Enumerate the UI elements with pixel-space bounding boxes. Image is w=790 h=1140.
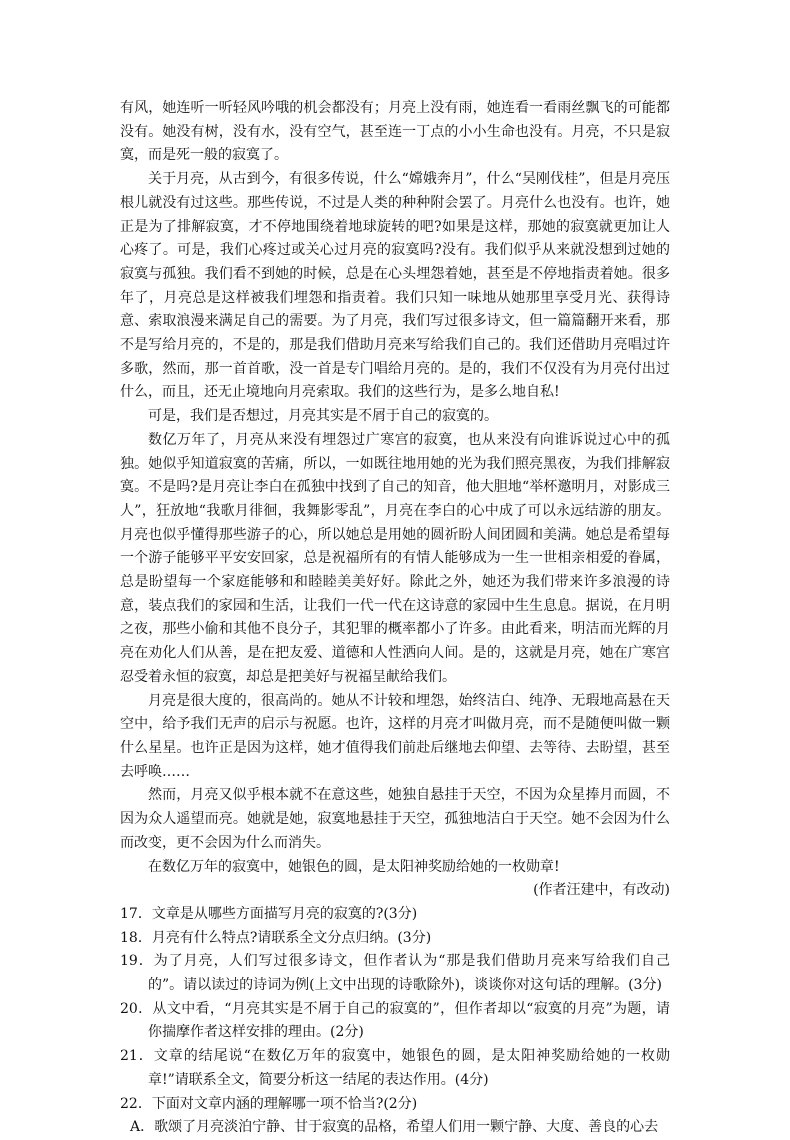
question-20: 20．从文中看，“月亮其实是不屑于自己的寂寞的”，但作者却以“寂寞的月亮”为题，请你揣摩作者这样安排的理由。(2分) — [120, 1000, 670, 1041]
paragraph-5: 月亮是很大度的，很高尚的。她从不计较和埋怨，始终洁白、纯净、无瑕地高悬在天空中，给予我们无声的启示与祝愿。也许，这样的月亮才叫做月亮，而不是随便叫做一颗什么星星。也许正是因为这样，她才值得我们前赴后继地去仰望、去等待、去盼望，甚至去呼唤…… — [120, 692, 670, 780]
paragraph-4: 数亿万年了，月亮从来没有埋怨过广寒宫的寂寞，也从来没有向谁诉说过心中的孤独。她似乎知道寂寞的苦痛，所以，一如既往地用她的光为我们照亮黑夜，为我们排解寂寞。不是吗?是月亮让李白在孤独中找到了自己的知音，他大胆地“举杯邀明月，对影成三人”，狂放地“我歌月徘徊，我舞影零乱”，月亮在李白的心中成了可以永远结游的朋友。月亮也似乎懂得那些游子的心，所以她总是用她的圆祈盼人间团圆和美满。她总是希望每一个游子能够平平安安回家，总是祝福所有的有情人能够成为一生一世相亲相爱的眷属，总是盼望每一个家庭能够和和睦睦美美好好。除此之外，她还为我们带来许多浪漫的诗意，装点我们的家园和生活，让我们一代一代在这诗意的家园中生生息息。据说，在月明之夜，那些小偷和其他不良分子，其犯罪的概率都小了许多。由此看来，明洁而光辉的月亮在劝化人们从善，是在把友爱、道德和人性洒向人间。是的，这就是月亮，她在广寒宫忍受着永恒的寂寞，却总是把美好与祝福呈献给我们。 — [120, 431, 670, 685]
article-body — [120, 97, 670, 903]
paragraph-7: 在数亿万年的寂寞中，她银色的圆，是太阳神奖励给她的一枚勋章! — [148, 858, 560, 875]
question-21: 21．文章的结尾说“在数亿万年的寂寞中，她银色的圆，是太阳神奖励给她的一枚勋章!”请联系全文，简要分析这一结尾的表达作用。(4分) — [120, 1048, 670, 1088]
option-a: A．歌颂了月亮淡泊宁静、甘于寂寞的品格，希望人们用一颗宁静、大度、善良的心去 — [130, 1119, 659, 1136]
paragraph-1: 有风，她连听一听轻风吟哦的机会都没有；月亮上没有雨，她连看一看雨丝飘飞的可能都没有。她没有树，没有水，没有空气，甚至连一丁点的小小生命也没有。月亮，不只是寂寞，而是死一般的寂寞了。 — [120, 100, 670, 164]
paragraph-3: 可是，我们是否想过，月亮其实是不屑于自己的寂寞的。 — [148, 408, 498, 425]
question-19: 19．为了月亮，人们写过很多诗文，但作者认为“那是我们借助月亮来写给我们自己的”。请以读过的诗词为例(上文中出现的诗歌除外)，谈谈你对这句话的理解。(3分) — [120, 953, 670, 994]
question-17: 17．文章是从哪些方面描写月亮的寂寞的?(3分) — [120, 905, 418, 922]
paragraph-6: 然而，月亮又似乎根本就不在意这些，她独自悬挂于天空，不因为众星捧月而圆，不因为众人遥望而亮。她就是她，寂寞地悬挂于天空，孤独地洁白于天空。她不会因为什么而改变，更不会因为什么而消失。 — [120, 787, 670, 851]
question-22: 22．下面对文章内涵的理解哪一项不恰当?(2分) — [120, 1095, 418, 1112]
question-18: 18．月亮有什么特点?请联系全文分点归纳。(3分) — [120, 929, 432, 946]
question-list — [120, 903, 670, 1140]
attribution: (作者汪建中，有改动) — [533, 882, 670, 899]
paragraph-2: 关于月亮，从古到今，有很多传说，什么“嫦娥奔月”，什么“吴刚伐桂”，但是月亮压根儿就没有过这些。那些传说，不过是人类的种种附会罢了。月亮什么也没有。也许，她正是为了排解寂寞，才不停地围绕着地球旋转的吧?如果是这样，那她的寂寞就更加让人心疼了。可是，我们心疼过或关心过月亮的寂寞吗?没有。我们似乎从来就没想到过她的寂寞与孤独。我们看不到她的时候，总是在心头埋怨着她，甚至是不停地指责着她。很多年了，月亮总是这样被我们埋怨和指责着。我们只知一味地从她那里享受月光、获得诗意、索取浪漫来满足自己的需要。为了月亮，我们写过很多诗文，但一篇篇翻开来看，那不是写给月亮的，不是的，那是我们借助月亮来写给我们自己的。我们还借助月亮唱过许多歌，然而，那一首首歌，没一首是专门唱给月亮的。是的，我们不仅没有为月亮付出过什么，而且，还无止境地向月亮索取。我们的这些行为，是多么地自私! — [120, 171, 670, 401]
exam-page — [120, 97, 670, 1140]
